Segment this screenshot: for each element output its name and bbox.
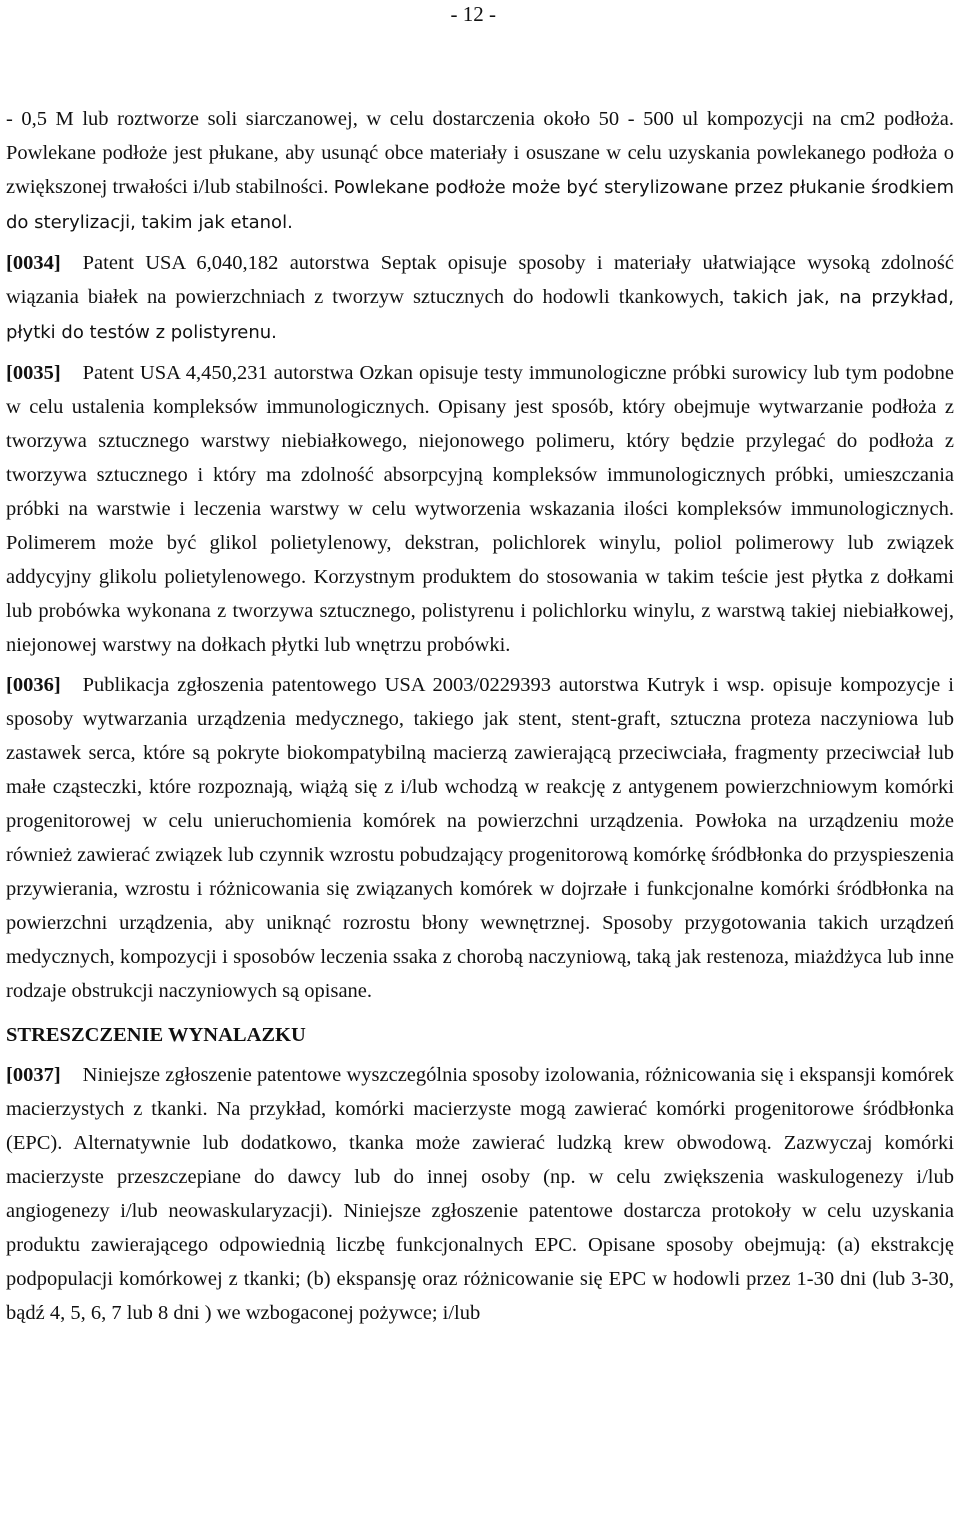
paragraph-0036 [6, 668, 954, 1008]
paragraph-0036-text: Publikacja zgłoszenia patentowego USA 2003/0229393 autorstwa Kutryk i wsp. opisuje kompozycje i sposoby wytwarzania urządzenia medycznego, takiego jak stent, stent-graft, sztuczna proteza naczyniowa lub zastawek serca, które są pokryte biokompatybilną macierzą zawierającą przeciwciała, fragmenty przeciwciał lub małe cząsteczki, które rozpoznają, wiążą się z i/lub wchodzą w reakcję z antygenem powierzchniowym komórki progenitorowej w celu unieruchomienia komórek na powierzchni urządzenia. Powłoka na urządzeniu może również zawierać związek lub czynnik wzrostu pobudzający progenitorową komórkę śródbłonka do przyspieszenia przywierania, wzrostu i różnicowania się związanych komórek w dojrzałe i funkcjonalne komórki śródbłonka na powierzchni urządzenia, aby uniknąć rozrostu błony wewnętrznej. Sposoby przygotowania takich urządzeń medycznych, kompozycji i sposobów leczenia ssaka z chorobą naczyniową, taką jak restenoza, miażdżyca lub inne rodzaje obstrukcji naczyniowych są opisane. [6, 674, 954, 1002]
paragraph-intro [6, 102, 954, 240]
paragraph-0034 [6, 246, 954, 350]
paragraph-number-0037: [0037] [6, 1064, 61, 1086]
page-number: - 12 - [450, 2, 496, 26]
document-body [6, 102, 954, 1330]
paragraph-0037 [6, 1058, 954, 1330]
paragraph-intro-text: - 0,5 M lub roztworze soli siarczanowej, w celu dostarczenia około 50 - 500 ul kompozycji na cm2 podłoża. Powlekane podłoże jest płukane, aby usunąć obce materiały i osuszane w celu uzyskania powlekanego podłoża o zwiększonej trwałości i/lub stabilności. [6, 108, 954, 198]
paragraph-0035 [6, 356, 954, 662]
paragraph-number-0035: [0035] [6, 362, 61, 384]
paragraph-intro-sans-text: Powlekane podłoże może być sterylizowane przez płukanie środkiem do sterylizacji, takim jak etanol. [6, 177, 955, 233]
paragraph-0034-sans-text: takich jak, na przykład, płytki do testów z polistyrenu. [6, 287, 954, 343]
paragraph-0037-text: Niniejsze zgłoszenie patentowe wyszczególnia sposoby izolowania, różnicowania się i ekspansji komórek macierzystych z tkanki. Na przykład, komórki macierzyste mogą zawierać komórki progenitorowe śródbłonka (EPC). Alternatywnie lub dodatkowo, tkanka może zawierać ludzką krew obwodową. Zazwyczaj komórki macierzyste przeszczepiane do dawcy lub do innej osoby (np. w celu zwiększenia waskulogenezy i/lub angiogenezy i/lub neowaskularyzacji). Niniejsze zgłoszenie patentowe dostarcza protokoły w celu uzyskania produktu zawierającego odpowiednią liczbę funkcjonalnych EPC. Opisane sposoby obejmują: (a) ekstrakcję podpopulacji komórkowej z tkanki; (b) ekspansję oraz różnicowanie się EPC w hodowli przez 1-30 dni (lub 3-30, bądź 4, 5, 6, 7 lub 8 dni ) we wzbogaconej pożywce; i/lub [6, 1064, 954, 1324]
paragraph-0035-text: Patent USA 4,450,231 autorstwa Ozkan opisuje testy immunologiczne próbki surowicy lub tym podobne w celu ustalenia kompleksów immunologicznych. Opisany jest sposób, który obejmuje wytwarzanie podłoża z tworzywa sztucznego warstwy niebiałkowego, niejonowego polimeru, który będzie przylegać do podłoża z tworzywa sztucznego i który ma zdolność absorpcyjną kompleksów immunologicznych próbki, umieszczania próbki na warstwie i leczenia warstwy w celu wytworzenia wskazania ilości kompleksów immunologicznych. Polimerem może być glikol polietylenowy, dekstran, polichlorek winylu, poliol polimerowy lub związek addycyjny glikolu polietylenowego. Korzystnym produktem do stosowania w takim teście jest płytka z dołkami lub probówka wykonana z tworzywa sztucznego, polistyrenu i polichlorku winylu, z warstwą takiej niebiałkowej, niejonowej warstwy na dołkach płytki lub wnętrzu probówki. [6, 362, 954, 656]
paragraph-0034-text: Patent USA 6,040,182 autorstwa Septak opisuje sposoby i materiały ułatwiające wysoką zdolność wiązania białek na powierzchniach z tworzyw sztucznych do hodowli tkankowych, [6, 252, 954, 308]
paragraph-number-0036: [0036] [6, 674, 61, 696]
paragraph-number-0034: [0034] [6, 252, 61, 274]
section-heading: STRESZCZENIE WYNALAZKU [6, 1024, 306, 1046]
document-page [6, 0, 954, 1513]
